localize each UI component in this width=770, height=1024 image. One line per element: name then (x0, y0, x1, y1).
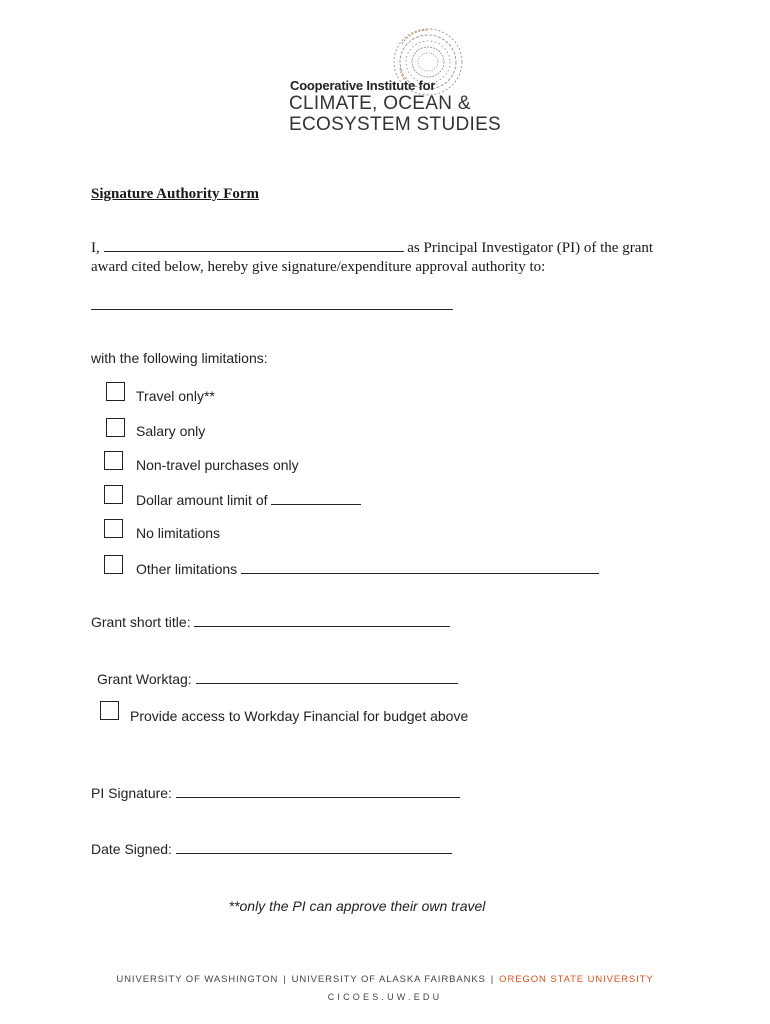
limitations-heading: with the following limitations: (91, 350, 268, 366)
footer-osu: OREGON STATE UNIVERSITY (499, 974, 654, 985)
no-limitations-checkbox[interactable] (104, 519, 123, 538)
grant-worktag-label: Grant Worktag: (97, 671, 192, 687)
intro-prefix: I, (91, 240, 100, 256)
pi-signature-field[interactable] (176, 796, 460, 798)
logo-text-line2: CLIMATE, OCEAN & (289, 93, 471, 114)
travel-approval-note: **only the PI can approve their own travel (228, 898, 486, 914)
dollar-limit-field[interactable] (271, 503, 361, 505)
delegate-name-field[interactable] (91, 309, 453, 310)
footer-uaf: UNIVERSITY OF ALASKA FAIRBANKS (291, 974, 486, 985)
footer-url: CICOES.UW.EDU (327, 992, 443, 1002)
form-title: Signature Authority Form (91, 186, 260, 202)
grant-short-title-row (91, 614, 450, 630)
logo-text-line1: Cooperative Institute for (290, 78, 436, 93)
grant-worktag-row (97, 671, 458, 687)
dollar-limit-row (136, 492, 361, 508)
intro-line1 (91, 240, 653, 257)
other-limitations-label: Other limitations (136, 561, 238, 577)
other-limitations-row (136, 561, 599, 577)
travel-only-checkbox[interactable] (106, 382, 125, 401)
dollar-limit-label: Dollar amount limit of (136, 492, 268, 508)
non-travel-checkbox[interactable] (104, 451, 123, 470)
salary-only-label: Salary only (136, 423, 206, 439)
date-signed-row (91, 841, 452, 857)
footer-uw: UNIVERSITY OF WASHINGTON (116, 974, 279, 985)
dollar-limit-checkbox[interactable] (104, 485, 123, 504)
non-travel-label: Non-travel purchases only (136, 457, 299, 473)
no-limitations-label: No limitations (136, 525, 221, 541)
footer-universities (0, 974, 770, 985)
pi-signature-row (91, 785, 460, 801)
pi-name-field[interactable] (104, 250, 404, 252)
pi-signature-label: PI Signature: (91, 785, 172, 801)
date-signed-label: Date Signed: (91, 841, 172, 857)
date-signed-field[interactable] (176, 852, 452, 854)
footer-separator: | (283, 974, 287, 985)
other-limitations-field[interactable] (241, 572, 599, 574)
logo-text-line3: ECOSYSTEM STUDIES (289, 114, 502, 135)
workday-access-label: Provide access to Workday Financial for budget above (130, 708, 469, 724)
intro-line2: award cited below, hereby give signature/expenditure approval authority to: (91, 259, 546, 275)
grant-worktag-field[interactable] (196, 682, 458, 684)
footer-separator: | (490, 974, 495, 985)
salary-only-checkbox[interactable] (106, 418, 125, 437)
travel-only-label: Travel only** (136, 388, 215, 404)
grant-short-title-field[interactable] (194, 625, 450, 627)
intro-suffix: as Principal Investigator (PI) of the grant (407, 240, 654, 256)
workday-access-checkbox[interactable] (100, 701, 119, 720)
other-limitations-checkbox[interactable] (104, 555, 123, 574)
grant-short-title-label: Grant short title: (91, 614, 191, 630)
